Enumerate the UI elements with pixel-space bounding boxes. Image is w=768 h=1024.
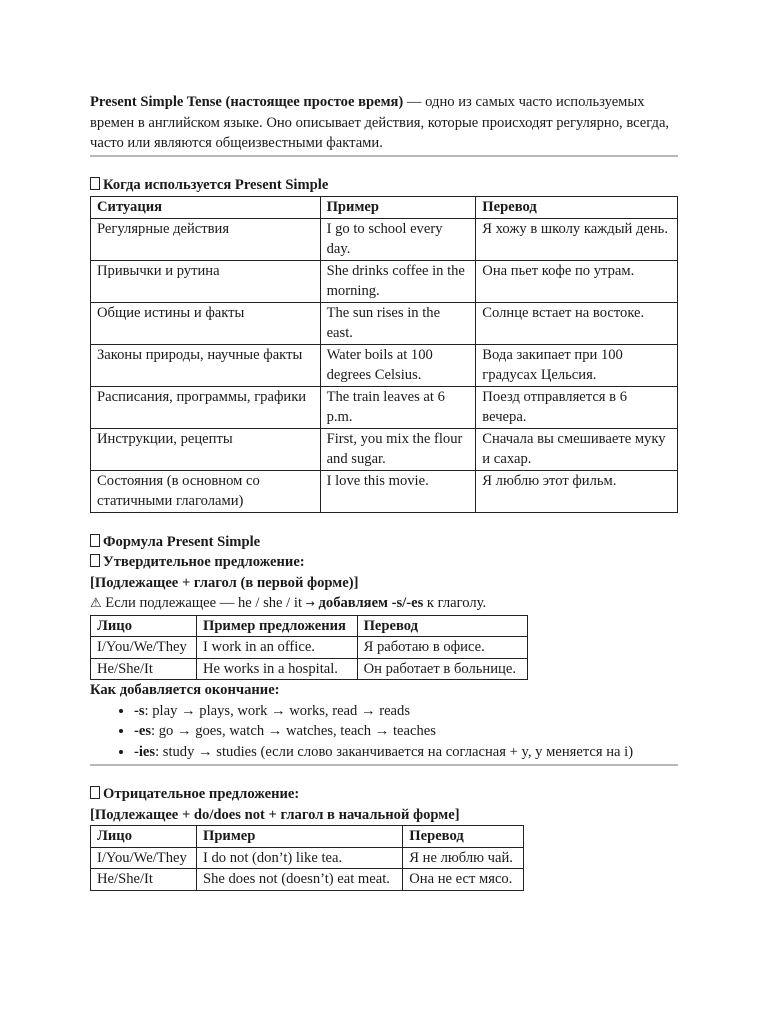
table-row — [91, 386, 678, 428]
table-row — [91, 658, 528, 680]
intro-text: — одно из самых часто используемых времен в английском языке. Оно описывает действия, которые происходят регулярно, всегда, часто или являются общеизвестными фактами. — [90, 94, 670, 151]
affirmative-formula-text: [Подлежащее + глагол (в первой форме)] — [90, 574, 359, 591]
table-cell: I work in an office. — [196, 637, 357, 659]
header-person: Лицо — [91, 826, 197, 848]
table-cell: Я хожу в школу каждый день. — [476, 218, 678, 260]
warning-text: Если подлежащее — he / she / it — [101, 595, 306, 611]
warning-line — [90, 593, 678, 615]
list-item — [134, 701, 678, 722]
missing-glyph-box-icon — [90, 177, 100, 190]
endings-heading — [90, 680, 678, 701]
table-row — [91, 470, 678, 512]
table-cell: He works in a hospital. — [196, 658, 357, 680]
table-cell: Я не люблю чай. — [403, 847, 524, 869]
header-translation: Перевод — [403, 826, 524, 848]
table-cell: He/She/It — [91, 869, 197, 891]
arrow-right-icon: → — [305, 597, 315, 610]
document-page — [90, 92, 678, 891]
missing-glyph-box-icon — [90, 554, 100, 567]
table-cell: I love this movie. — [320, 470, 476, 512]
table-header-row — [91, 197, 678, 219]
divider — [90, 155, 678, 157]
table-row — [91, 869, 524, 891]
table-cell: Состояния (в основном со статичными глаголами) — [91, 470, 321, 512]
suffix: -s — [134, 702, 145, 719]
negative-heading-text: Отрицательное предложение: — [103, 786, 300, 802]
affirmative-heading — [90, 552, 678, 573]
intro-paragraph — [90, 92, 678, 154]
table-cell: Water boils at 100 degrees Celsius. — [320, 344, 476, 386]
table-row — [91, 637, 528, 659]
negative-formula-text: [Подлежащее + do/does not + глагол в начальной форме] — [90, 806, 460, 823]
header-situation: Ситуация — [91, 197, 321, 219]
table-header-row — [91, 615, 528, 637]
table-header-row — [91, 826, 524, 848]
usage-heading — [90, 175, 678, 196]
table-cell: Я работаю в офисе. — [357, 637, 527, 659]
table-cell: Она не ест мясо. — [403, 869, 524, 891]
table-cell: She does not (doesn’t) eat meat. — [196, 869, 402, 891]
header-translation: Перевод — [476, 197, 678, 219]
table-row — [91, 428, 678, 470]
header-translation: Перевод — [357, 615, 527, 637]
ending-text: : study → studies (если слово заканчивается на согласная + y, у меняется на i) — [155, 743, 634, 760]
table-cell: Инструкции, рецепты — [91, 428, 321, 470]
negative-heading — [90, 784, 678, 805]
table-cell: Поезд отправляется в 6 вечера. — [476, 386, 678, 428]
table-cell: Я люблю этот фильм. — [476, 470, 678, 512]
warning-text-end: к глаголу. — [423, 595, 487, 611]
list-item — [134, 742, 678, 763]
list-item — [134, 721, 678, 742]
table-cell: I do not (don’t) like tea. — [196, 847, 402, 869]
usage-table — [90, 196, 678, 513]
table-cell: Солнце встает на востоке. — [476, 302, 678, 344]
header-example: Пример — [320, 197, 476, 219]
table-cell: Расписания, программы, графики — [91, 386, 321, 428]
warning-icon: ⚠ — [90, 596, 102, 611]
ending-text: : play → plays, work → works, read → reads — [144, 702, 411, 719]
table-cell: First, you mix the flour and sugar. — [320, 428, 476, 470]
warning-bold-text: добавляем -s/-es — [314, 595, 424, 611]
suffix: -es — [134, 723, 152, 739]
table-row — [91, 218, 678, 260]
table-row — [91, 260, 678, 302]
missing-glyph-box-icon — [90, 786, 100, 799]
table-cell: Привычки и рутина — [91, 260, 321, 302]
divider — [90, 764, 678, 766]
table-cell: Законы природы, научные факты — [91, 344, 321, 386]
header-example: Пример — [196, 826, 402, 848]
table-cell: I/You/We/They — [91, 847, 197, 869]
affirmative-table — [90, 615, 528, 681]
table-cell: Сначала вы смешиваете муку и сахар. — [476, 428, 678, 470]
table-cell: Общие истины и факты — [91, 302, 321, 344]
table-row — [91, 302, 678, 344]
table-cell: The sun rises in the east. — [320, 302, 476, 344]
affirmative-heading-text: Утвердительное предложение: — [103, 554, 305, 570]
header-example: Пример предложения — [196, 615, 357, 637]
table-cell: Регулярные действия — [91, 218, 321, 260]
table-cell: Он работает в больнице. — [357, 658, 527, 680]
table-cell: She drinks coffee in the morning. — [320, 260, 476, 302]
formula-heading — [90, 532, 678, 553]
header-person: Лицо — [91, 615, 197, 637]
table-cell: The train leaves at 6 p.m. — [320, 386, 476, 428]
missing-glyph-box-icon — [90, 534, 100, 547]
endings-heading-text: Как добавляется окончание: — [90, 682, 280, 698]
affirmative-formula — [90, 573, 678, 594]
table-cell: I go to school every day. — [320, 218, 476, 260]
table-row — [91, 344, 678, 386]
formula-heading-text: Формула Present Simple — [103, 533, 261, 550]
endings-list — [90, 701, 678, 763]
suffix: -ies — [134, 743, 156, 760]
table-cell: Вода закипает при 100 градусах Цельсия. — [476, 344, 678, 386]
usage-heading-text: Когда используется Present Simple — [103, 176, 329, 193]
table-row — [91, 847, 524, 869]
ending-text: : go → goes, watch → watches, teach → teaches — [151, 723, 436, 739]
negative-table — [90, 825, 524, 891]
table-cell: He/She/It — [91, 658, 197, 680]
table-cell: Она пьет кофе по утрам. — [476, 260, 678, 302]
intro-title: Present Simple Tense (настоящее простое время) — [90, 94, 404, 110]
table-cell: I/You/We/They — [91, 637, 197, 659]
negative-formula — [90, 805, 678, 826]
